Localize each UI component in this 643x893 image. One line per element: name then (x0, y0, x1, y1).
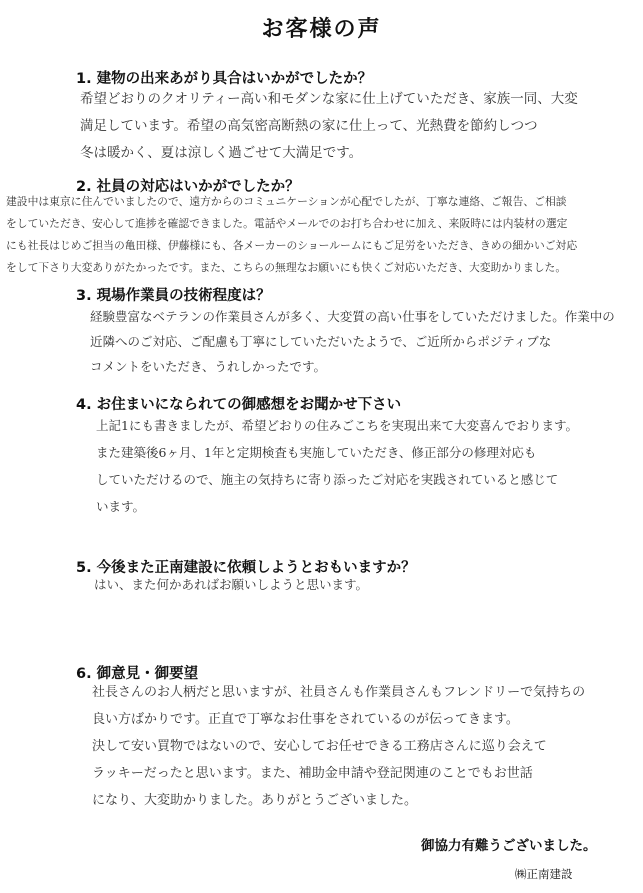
question-2-label: 2. 社員の対応はいかがでしたか？ (76, 179, 300, 195)
closing-message: 御協力有難うございました。 (421, 838, 597, 854)
answer-line: はい、また何かあればお願いしようと思います。 (94, 577, 369, 592)
answer-line: 良い方ばかりです。正直で丁寧なお仕事をされているのが伝ってきます。 (92, 712, 519, 727)
answer-line: 建設中は東京に住んでいましたので、遠方からのコミュニケーションが心配でしたが、丁寧な連絡、ご報告、ご相談 (6, 195, 567, 208)
answer-line: 近隣へのご対応、ご配慮も丁寧にしていただいたようで、ご近所からポジティブな (90, 334, 552, 349)
answer-line: また建築後6ヶ月、1年と定期検査も実施していただき、修正部分の修理対応も (96, 445, 537, 460)
page-title: お客様の声 (261, 17, 382, 42)
answer-line: 冬は暖かく、夏は涼しく過ごせて大満足です。 (80, 145, 363, 161)
answer-line: 決して安い買物ではないので、安心してお任せできる工務店さんに巡り会えて (92, 739, 547, 754)
answer-line: 上記1にも書きましたが、希望どおりの住みごこちを実現出来て大変喜んでおります。 (96, 418, 578, 433)
answer-line: していただけるので、施主の気持ちに寄り添ったご対応を実践されていると感じて (96, 472, 559, 487)
answer-line: をして下さり大変ありがたかったです。また、こちらの無理なお願いにも快くご対応いただき、大変助かりました。 (6, 261, 567, 274)
question-3-label: 3. 現場作業員の技術程度は？ (76, 288, 271, 304)
answer-line: になり、大変助かりました。ありがとうございました。 (92, 793, 418, 808)
company-name: ㈱正南建設 (515, 867, 573, 881)
answer-line: 経験豊富なベテランの作業員さんが多く、大変質の高い仕事をしていただけました。作業中の (90, 309, 615, 324)
question-6-label: 6. 御意見・御要望 (76, 666, 199, 682)
question-1-label: 1. 建物の出来あがり具合はいかがでしたか？ (76, 71, 373, 87)
answer-line: にも社長はじめご担当の亀田様、伊藤様にも、各メーカーのショールームにもご足労をいただき、きめの細かいご対応 (6, 239, 578, 252)
answer-line: をしていただき、安心して進捗を確認できました。電話やメールでのお打ち合わせに加え、来阪時には内装材の選定 (6, 217, 568, 230)
answer-line: 希望どおりのクオリティー高い和モダンな家に仕上げていただき、家族一同、大変 (80, 91, 578, 107)
answer-line: 社長さんのお人柄だと思いますが、社員さんも作業員さんもフレンドリーで気持ちの (92, 685, 586, 700)
question-4-label: 4. お住まいになられての御感想をお聞かせ下さい (76, 397, 402, 413)
question-5-label: 5. 今後また正南建設に依頼しようとおもいますか？ (76, 560, 416, 576)
answer-line: います。 (96, 499, 146, 514)
answer-line: ラッキーだったと思います。また、補助金申請や登記関連のことでもお世話 (92, 766, 533, 781)
answer-line: 満足しています。希望の高気密高断熱の家に仕上って、光熱費を節約しつつ (80, 118, 538, 134)
answer-line: コメントをいただき、うれしかったです。 (90, 359, 327, 374)
